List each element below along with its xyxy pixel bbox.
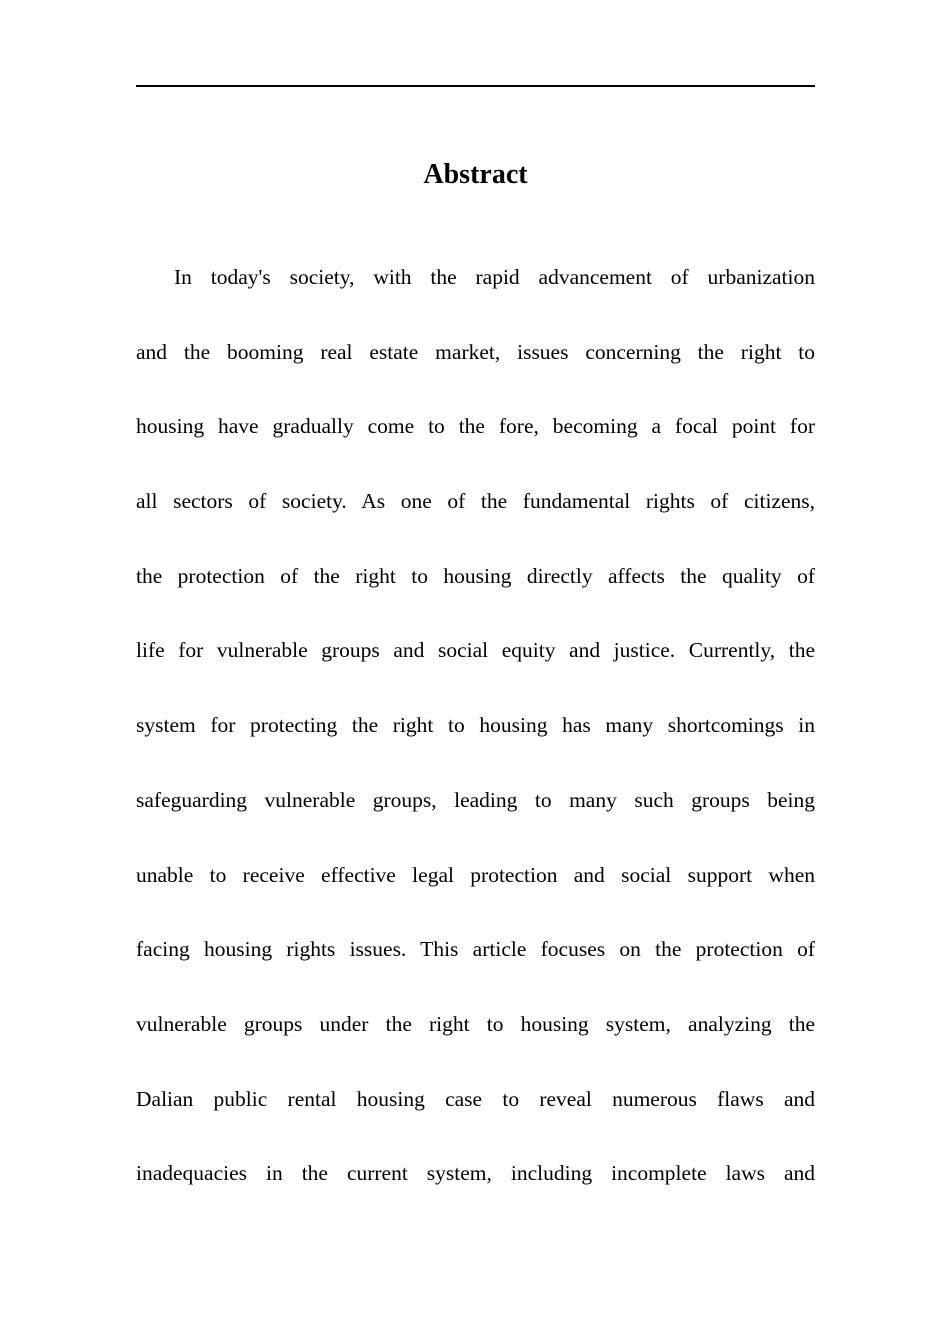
body-line: facing housing rights issues. This article focuses on the protection of — [136, 937, 815, 962]
abstract-title: Abstract — [423, 159, 528, 190]
body-line: the protection of the right to housing directly affects the quality of — [136, 563, 815, 588]
body-line: Dalian public rental housing case to reveal numerous flaws and — [136, 1086, 815, 1111]
body-line: In today's society, with the rapid advancement of urbanization — [174, 265, 815, 289]
header-rule — [136, 85, 815, 87]
body-line: system for protecting the right to housing has many shortcomings in — [136, 713, 815, 738]
body-line: inadequacies in the current system, including incomplete laws and — [136, 1161, 815, 1186]
body-line: vulnerable groups under the right to housing system, analyzing the — [136, 1011, 815, 1036]
body-line: housing have gradually come to the fore, becoming a focal point for — [136, 414, 815, 439]
body-line: unable to receive effective legal protection and social support when — [136, 862, 815, 887]
body-line: all sectors of society. As one of the fundamental rights of citizens, — [136, 489, 815, 514]
abstract-body — [136, 258, 815, 1229]
body-line: and the booming real estate market, issues concerning the right to — [136, 339, 815, 364]
body-line: safeguarding vulnerable groups, leading to many such groups being — [136, 787, 815, 812]
body-line: life for vulnerable groups and social equity and justice. Currently, the — [136, 638, 815, 663]
